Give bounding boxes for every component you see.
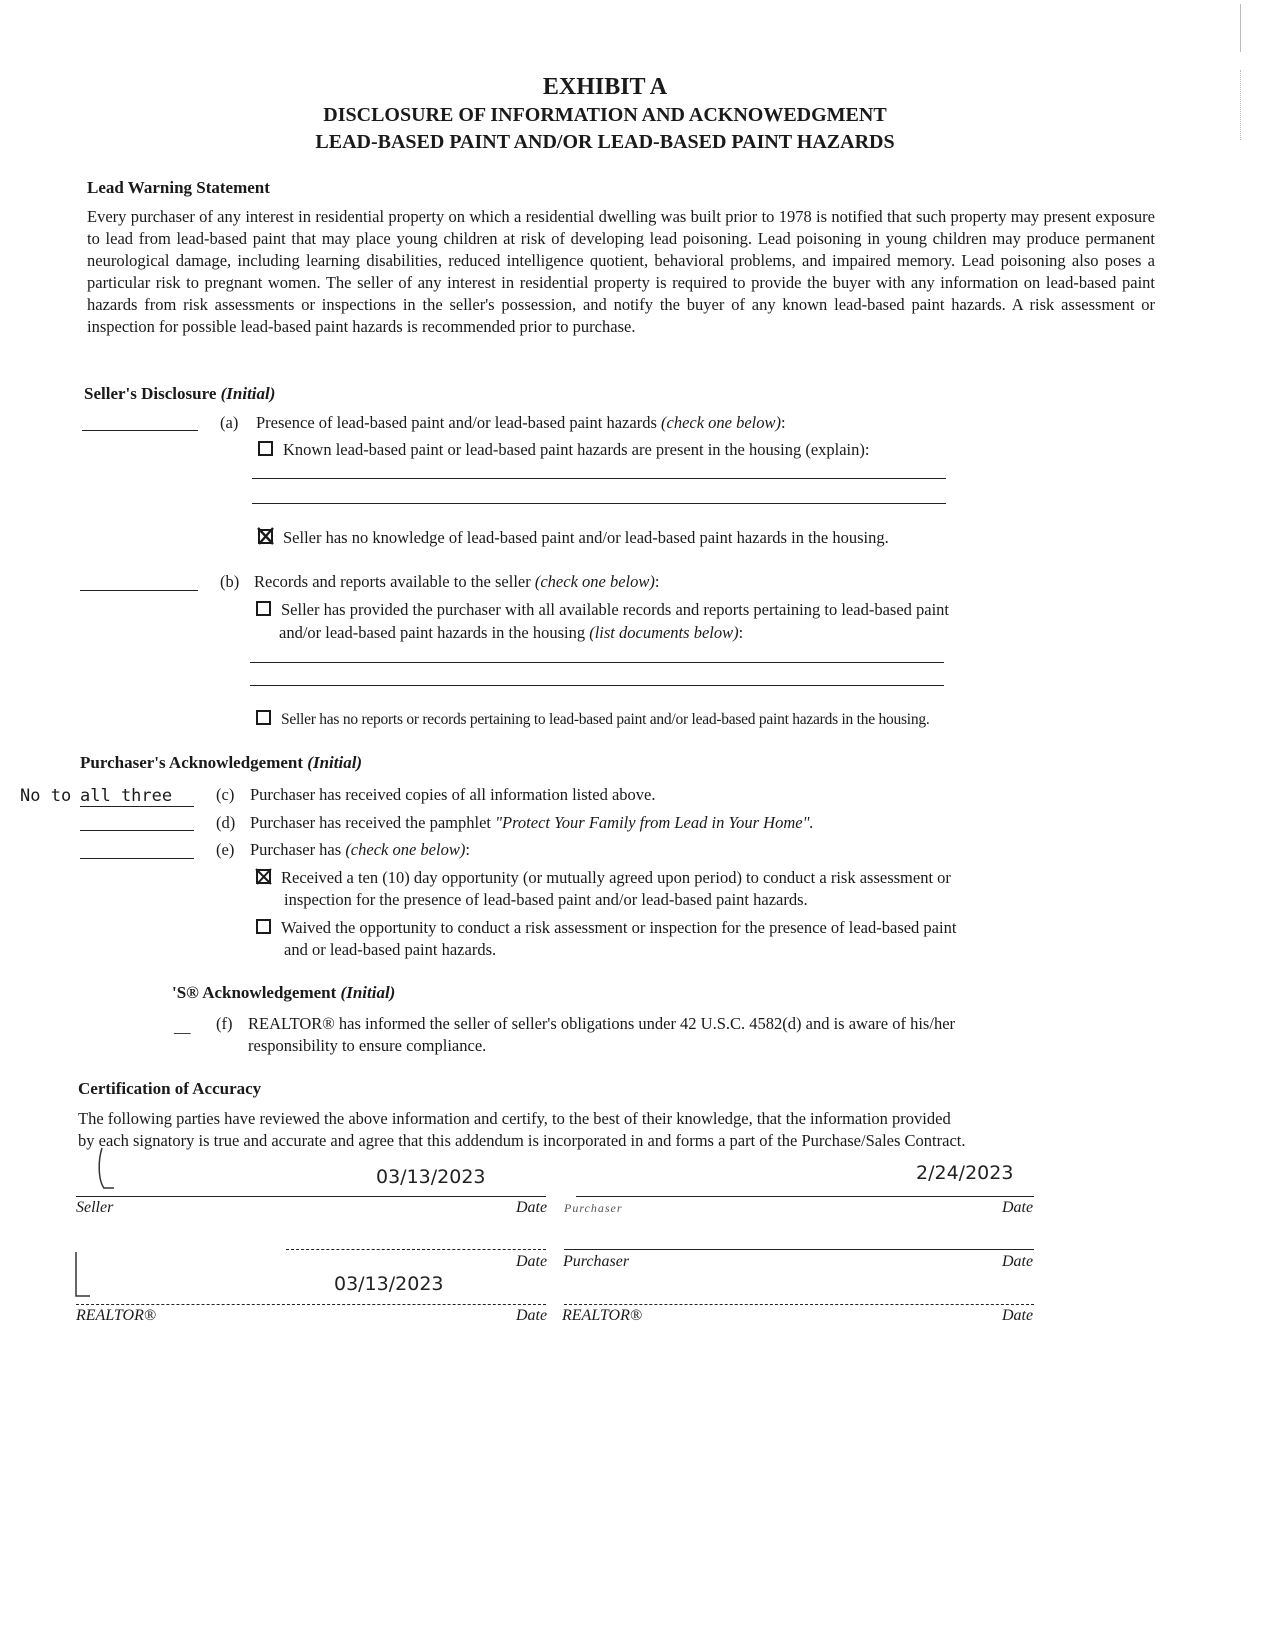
purchaser-signature-line-1[interactable]: [576, 1196, 1034, 1197]
purchaser-label-faint: Purchaser: [564, 1201, 623, 1215]
seller-disclosure-heading: [84, 384, 275, 404]
disclosure-subtitle: DISCLOSURE OF INFORMATION AND ACKNOWEDGMENT: [323, 104, 887, 126]
realtor-initial-f[interactable]: __: [174, 1017, 191, 1036]
seller-initial-a-line[interactable]: [82, 430, 198, 431]
explain-line-1[interactable]: [252, 478, 946, 479]
purchaser-sign-date-1: 2/24/2023: [916, 1162, 1014, 1184]
certification-line1: The following parties have reviewed the above information and certify, to the best of their knowledge, that the information provided: [78, 1109, 951, 1128]
item-b-text: [254, 571, 659, 593]
seller-signature-line[interactable]: [76, 1196, 546, 1197]
item-d-pamphlet-title: "Protect Your Family from Lead in Your Home".: [495, 813, 814, 832]
seller-initial-b-line[interactable]: [80, 590, 198, 591]
documents-line-1[interactable]: [250, 662, 944, 663]
realtor-1-date-label: Date: [516, 1307, 548, 1324]
item-f-line2: responsibility to ensure compliance.: [248, 1036, 487, 1055]
seller-label: Seller: [76, 1199, 114, 1216]
certification-heading: Certification of Accuracy: [78, 1079, 262, 1098]
realtor-signature-line-1[interactable]: [76, 1304, 546, 1305]
warning-text: Every purchaser of any interest in residential property on which a residential dwelling was built prior to 1978 is notified that such property may present exposure to lead from lead-based paint that may place young children at risk of developing lead poisoning. Lead poisoning in young children may produce permanent neurological damage, including learning disabilities, reduced intelligence quotient, behavioral problems, and impaired memory. Lead poisoning also poses a particular risk to pregnant women. The seller of any interest in residential property is required to provide the buyer with any information on lead-based paint hazards from risk assessments or inspections in the seller's possession, and notify the buyer of any known lead-based paint hazards. A risk assessment or inspection for possible lead-based paint hazards is recommended prior to purchase.: [87, 207, 1155, 336]
signature-bracket-mark: [70, 1248, 100, 1308]
purchaser-ack-heading: [80, 753, 362, 773]
item-d-text: [250, 812, 814, 834]
option-waived-opportunity-line2: and or lead-based paint hazards.: [284, 940, 497, 959]
item-c-label: (c): [216, 785, 235, 804]
realtor-ack-heading: [172, 983, 395, 1003]
realtor-heading-initial: (Initial): [340, 983, 396, 1002]
checkbox-received-opportunity-checked[interactable]: [256, 869, 271, 884]
option-received-opportunity-line2: inspection for the presence of lead-based paint and/or lead-based paint hazards.: [284, 890, 808, 909]
realtor-signature-line-2[interactable]: [564, 1304, 1034, 1305]
certification-line2: by each signatory is true and accurate and agree that this addendum is incorporated in and forms a part of the Purchase/Sales Contract.: [78, 1131, 966, 1150]
seller-sign-date-1: 03/13/2023: [376, 1166, 486, 1188]
checkbox-provided-records[interactable]: [256, 601, 271, 616]
item-e-text-main: Purchaser has: [250, 840, 342, 859]
seller-date-label: Date: [516, 1199, 548, 1216]
item-a-text-main: Presence of lead-based paint and/or lead-based paint hazards: [256, 413, 657, 432]
purchaser-signature-line-2[interactable]: [564, 1249, 1034, 1250]
purchaser-initial-d-line[interactable]: [80, 830, 194, 831]
realtor-heading-text: 'S® Acknowledgement: [172, 983, 337, 1002]
checkbox-known-lead[interactable]: [258, 441, 273, 456]
option-received-opportunity[interactable]: [256, 867, 951, 889]
item-b-label: (b): [220, 572, 240, 591]
purchaser-label: Purchaser: [563, 1253, 630, 1270]
option-provided-records[interactable]: [256, 599, 949, 621]
option-waived-opportunity-line1: Waived the opportunity to conduct a risk assessment or inspection for the presence of lead-based paint: [281, 918, 957, 937]
option-known-lead[interactable]: [258, 439, 869, 461]
realtor-label-2: REALTOR®: [562, 1307, 642, 1324]
scan-edge-mark: [1240, 4, 1241, 52]
item-a-colon: :: [781, 413, 786, 432]
option-no-records-text: Seller has no reports or records pertaining to lead-based paint and/or lead-based paint hazards in the housing.: [281, 711, 930, 728]
item-c-text: Purchaser has received copies of all information listed above.: [250, 785, 656, 804]
checkbox-waived-opportunity[interactable]: [256, 919, 271, 934]
hazards-subtitle: LEAD-BASED PAINT AND/OR LEAD-BASED PAINT HAZARDS: [315, 131, 895, 153]
item-b-text-main: Records and reports available to the seller: [254, 572, 531, 591]
item-a-hint: (check one below): [661, 413, 782, 432]
realtor-label-1: REALTOR®: [76, 1307, 156, 1324]
documents-line-2[interactable]: [250, 685, 944, 686]
option-provided-records-line2: and/or lead-based paint hazards in the housing: [279, 623, 586, 642]
scan-edge-mark: [1240, 70, 1242, 140]
option-provided-records-cont: [279, 622, 743, 644]
purchaser-date-label-2: Date: [1002, 1253, 1034, 1270]
item-e-text: [250, 839, 470, 861]
option-provided-records-line1: Seller has provided the purchaser with all available records and reports pertaining to lead-based paint: [281, 600, 950, 619]
explain-line-2[interactable]: [252, 503, 946, 504]
warning-heading: Lead Warning Statement: [87, 178, 270, 197]
seller-sign-date-2: 03/13/2023: [334, 1273, 444, 1295]
seller-2-date-label: Date: [516, 1253, 548, 1270]
seller-2-signature-line[interactable]: [286, 1249, 546, 1250]
item-b-hint: (check one below): [534, 572, 655, 591]
checkbox-no-records[interactable]: [256, 710, 271, 725]
check-x-icon: [257, 526, 275, 546]
handwritten-no-to: No to: [20, 786, 72, 806]
purchaser-date-label-1: Date: [1002, 1199, 1034, 1216]
option-no-records[interactable]: [256, 709, 929, 731]
purchaser-heading-text: Purchaser's Acknowledgement: [80, 753, 304, 772]
option-received-opportunity-line1: Received a ten (10) day opportunity (or mutually agreed upon period) to conduct a risk assessment or: [281, 868, 951, 887]
checkbox-no-knowledge-checked[interactable]: [258, 529, 273, 544]
exhibit-title: EXHIBIT A: [542, 74, 668, 100]
seller-heading-initial: (Initial): [220, 384, 276, 403]
item-e-label: (e): [216, 840, 235, 859]
option-waived-opportunity[interactable]: [256, 917, 956, 939]
item-f-label: (f): [216, 1014, 233, 1033]
item-b-colon: :: [654, 572, 660, 591]
item-e-hint: (check one below): [345, 840, 466, 859]
item-e-colon: :: [465, 840, 470, 859]
item-d-text-main: Purchaser has received the pamphlet: [250, 813, 491, 832]
option-no-knowledge[interactable]: [258, 527, 889, 549]
option-known-lead-text: Known lead-based paint or lead-based paint hazards are present in the housing (explain):: [283, 440, 870, 459]
option-no-knowledge-text: Seller has no knowledge of lead-based paint and/or lead-based paint hazards in the housing.: [283, 528, 889, 547]
option-provided-records-colon: :: [738, 623, 744, 642]
signature-bracket-mark: [90, 1140, 120, 1200]
purchaser-heading-initial: (Initial): [307, 753, 363, 772]
realtor-2-date-label: Date: [1002, 1307, 1034, 1324]
item-a-text: [256, 412, 786, 434]
seller-heading-text: Seller's Disclosure: [84, 384, 217, 403]
check-x-icon: [255, 867, 273, 886]
option-provided-records-hint: (list documents below): [589, 623, 739, 642]
purchaser-initial-c[interactable]: all three: [80, 786, 194, 807]
item-d-label: (d): [216, 813, 236, 832]
item-a-label: (a): [220, 413, 239, 432]
purchaser-initial-e-line[interactable]: [80, 858, 194, 859]
item-f-line1: REALTOR® has informed the seller of seller's obligations under 42 U.S.C. 4582(d) and is aware of his/her: [248, 1014, 956, 1033]
